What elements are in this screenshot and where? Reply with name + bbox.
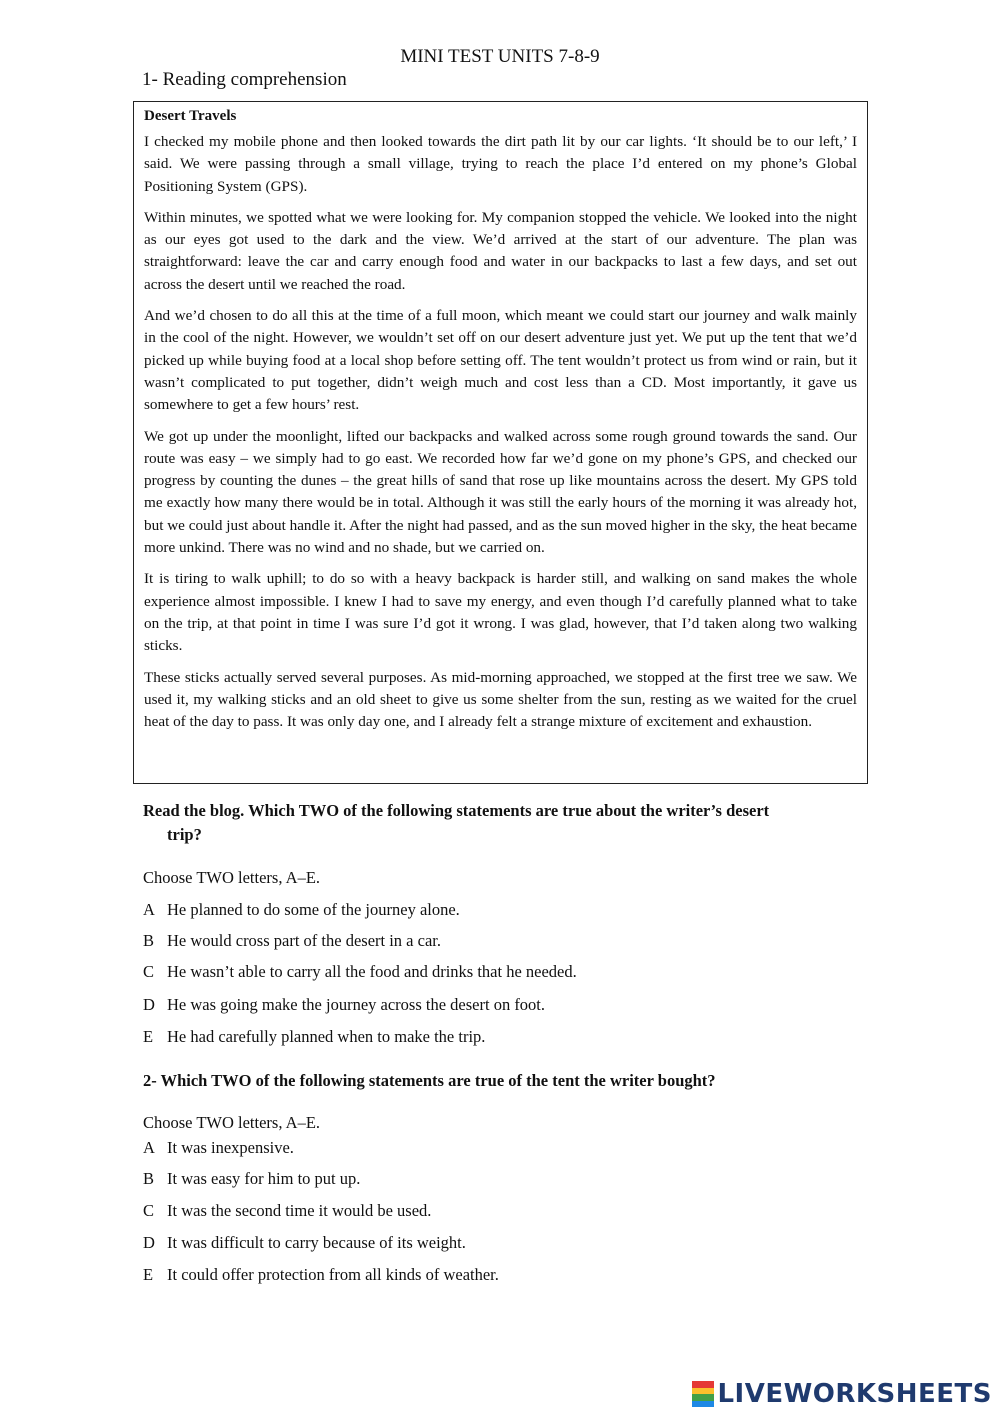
question-1-option-b[interactable] [143,931,441,951]
liveworksheets-logo [692,1378,992,1410]
question-2-option-b[interactable] [143,1169,360,1189]
question-1-heading-line2: trip? [167,825,202,844]
question-1-heading-line1: Read the blog. Which TWO of the following statements are true about the writer’s desert [143,801,770,820]
option-text: He wasn’t able to carry all the food and drinks that he needed. [167,962,577,981]
question-2-option-c[interactable] [143,1201,431,1221]
option-text: It was inexpensive. [167,1138,294,1157]
reading-passage [133,101,868,784]
passage-title: Desert Travels [144,108,237,124]
passage-paragraph: And we’d chosen to do all this at the time of a full moon, which meant we could start our journey and walk mainly in the cool of the night. However, we wouldn’t set off on our desert adventure just yet. We put up the tent that we’d picked up while buying food at a local shop before setting off. The tent wouldn’t protect us from wind or rain, but it wasn’t complicated to put together, didn’t weigh much and cost less than a CD. Most importantly, it gave us somewhere to get a few hours’ rest. [144,307,857,414]
option-letter: B [143,931,155,950]
option-letter: A [143,1138,155,1157]
question-2-heading: 2- Which TWO of the following statements are true of the tent the writer bought? [143,1071,716,1090]
question-2-instruction: Choose TWO letters, A–E. [143,1113,321,1132]
option-text: He planned to do some of the journey alone. [167,900,460,919]
page-title: MINI TEST UNITS 7-8-9 [400,46,600,67]
question-2-option-a[interactable] [143,1138,294,1158]
logo-text: LIVEWORKSHEETS [717,1379,992,1409]
passage-paragraph: These sticks actually served several purposes. As mid-morning approached, we stopped at the first tree we saw. We used it, my walking sticks and an old sheet to give us some shelter from the sun, resting as we waited for the cruel heat of the day to pass. It was only day one, and I already felt a strange mixture of excitement and exhaustion. [144,668,857,731]
option-letter: C [143,1201,155,1220]
passage-paragraph: I checked my mobile phone and then looked towards the dirt path lit by our car lights. ‘It should be to our left,’ I said. We were passing through a small village, trying to reach the place I’d entered on my phone’s Global Positioning System (GPS). [144,133,857,195]
option-letter: E [143,1027,154,1046]
passage-paragraph: Within minutes, we spotted what we were looking for. My companion stopped the vehicle. We looked into the night as our eyes got used to the dark and the view. We’d arrived at the start of our adventure. The plan was straightforward: leave the car and carry enough food and water in our backpacks to last a few days, and set out across the desert until we reached the road. [144,208,857,293]
option-letter: A [143,900,155,919]
question-1-instruction: Choose TWO letters, A–E. [143,868,321,887]
section-heading: 1- Reading comprehension [142,69,347,90]
option-text: He had carefully planned when to make the trip. [167,1027,486,1046]
passage-paragraph: It is tiring to walk uphill; to do so with a heavy backpack is harder still, and walking on sand makes the whole experience almost impossible. I knew I had to save my energy, and even though I’d carefully planned what to take on the trip, at that point in time I was sure I’d got it wrong. I was glad, however, that I’d taken along two walking sticks. [144,570,857,655]
question-1-heading [143,799,863,847]
option-text: It was difficult to carry because of its weight. [167,1233,466,1252]
option-letter: E [143,1265,154,1284]
option-text: He would cross part of the desert in a car. [167,931,441,950]
option-text: He was going make the journey across the desert on foot. [167,995,546,1014]
option-letter: B [143,1169,155,1188]
logo-badge-icon [692,1381,714,1407]
question-1-option-e[interactable] [143,1027,485,1047]
passage-paragraph: We got up under the moonlight, lifted our backpacks and walked across some rough ground towards the sand. Our route was easy – we simply had to go east. We recorded how far we’d gone on my phone’s GPS, and checked our progress by counting the dunes – the great hills of sand that rose up like mountains across the desert. My GPS told me exactly how many there would be in total. Although it was still the early hours of the morning it was already hot, but we could just about handle it. After the night had passed, and as the sun moved higher in the sky, the heat became more unkind. There was no wind and no shade, but we carried on. [144,427,857,557]
question-1-option-c[interactable] [143,962,577,982]
option-letter: C [143,962,155,981]
question-2-option-e[interactable] [143,1265,499,1285]
option-text: It was easy for him to put up. [167,1169,361,1188]
option-letter: D [143,995,155,1014]
option-text: It could offer protection from all kinds of weather. [167,1265,499,1284]
question-1-option-a[interactable] [143,900,460,920]
question-1-option-d[interactable] [143,995,545,1015]
option-letter: D [143,1233,155,1252]
question-2-option-d[interactable] [143,1233,466,1253]
option-text: It was the second time it would be used. [167,1201,432,1220]
